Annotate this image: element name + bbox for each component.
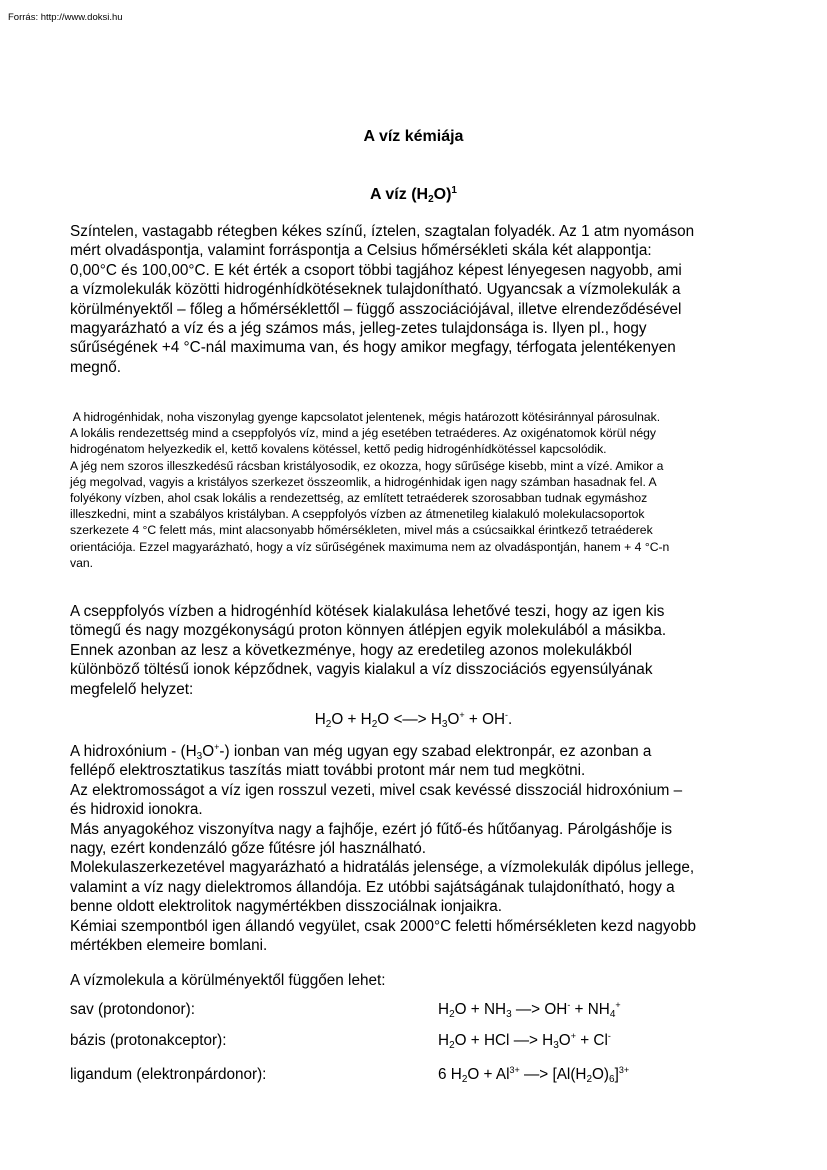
text-part: A hidroxónium - (H — [70, 743, 197, 760]
eq-sup: + — [459, 710, 465, 720]
text-line: Ennek azonban az lesz a következménye, hogy az eredetileg azonos molekulákból — [70, 641, 633, 659]
eq-sub: 2 — [449, 1040, 455, 1051]
text-line: 0,00°C és 100,00°C. E két érték a csoport többi tagjához képest lényegesen nagyobb, ami — [70, 261, 682, 279]
eq-sub: 2 — [325, 719, 332, 730]
intro-paragraph — [70, 222, 760, 377]
eq-sub: 2 — [449, 1009, 455, 1020]
text-line: Kémiai szempontból igen állandó vegyület, csak 2000°C feletti hőmérsékleten kezd nagyobb — [70, 917, 697, 935]
note-line: folyékony vízben, ahol csak lokális a rendezettség, az említett tetraéderek szorosabban tudnak egymáshoz — [70, 491, 648, 506]
eq-part: H — [314, 711, 326, 728]
document-title: A víz kémiája — [363, 128, 464, 145]
eq-sub: 2 — [371, 719, 378, 730]
eq-part: O + H — [331, 711, 372, 728]
eq-part: H — [438, 1032, 450, 1049]
text-line: mért olvadáspontja, valamint forráspontja a Celsius hőmérsékleti skála két alappontja: — [70, 242, 652, 260]
text-line: sűrűségének +4 °C-nál maximuma van, és hogy amikor megfagy, térfogata jelentékenyen — [70, 339, 676, 357]
text-line: nagy, ezért kondenzáló gőze fűtésre jól használható. — [70, 840, 427, 858]
note-line: A jég nem szoros illeszkedésű rácsban kristályosodik, ez okozza, hogy sűrűsége kisebb, mint a vízé. Amikor a — [70, 458, 664, 473]
text-line: A cseppfolyós vízben a hidrogénhíd kötések kialakulása lehetővé teszi, hogy az igen kis — [70, 603, 665, 620]
eq-sup: - — [567, 1000, 571, 1010]
heading-text: A víz (H — [370, 186, 429, 203]
acid-reaction — [438, 1001, 621, 1019]
dissociation-paragraph — [70, 602, 760, 699]
eq-part: O) — [592, 1066, 610, 1083]
eq-part: + OH — [464, 711, 506, 728]
note-line: van. — [70, 555, 94, 570]
text-line: megfelelő helyzet: — [70, 680, 194, 698]
text-line: benne oldott elektrolitok nagymértékben disszociálnak ionjaikra. — [70, 898, 502, 916]
eq-sup: - — [505, 710, 509, 720]
eq-sup: + — [570, 1031, 576, 1041]
text-part: O — [202, 743, 215, 760]
note-line: A lokális rendezettség mind a cseppfolyós víz, mind a jég esetében tetraéderes. Az oxigénatomok körül négy — [70, 426, 657, 441]
note-line: hidrogénatom helyezkedik el, kettő kovalens kötéssel, kettő pedig hidrogénhídkötéssel kapcsolódik. — [70, 442, 607, 457]
eq-part: H — [438, 1001, 450, 1018]
note-paragraph — [70, 409, 760, 571]
text-line: tömegű és nagy mozgékonyságú proton könnyen átlépjen egyik molekulából a másikba. — [70, 622, 667, 640]
eq-sup: - — [607, 1031, 611, 1041]
eq-part: O — [447, 711, 460, 728]
note-line: jég megolvad, vagyis a kristályos szerkezet összeomlik, a hidrogénhidak igen nagy számban hasadnak fel. A — [70, 474, 657, 489]
base-reaction — [438, 1032, 611, 1050]
eq-part: O — [558, 1032, 571, 1049]
eq-sub: 3 — [506, 1009, 512, 1020]
note-line: szerkezete 4 °C felett más, mint alacsonyabb hőmérsékleten, mivel más a csúcsaikkal érintkező tetraéderek — [70, 523, 653, 538]
text-line: mértékben elemeire bomlani. — [70, 937, 268, 955]
eq-sub: 4 — [609, 1009, 616, 1020]
eq-part: + NH — [570, 1001, 610, 1018]
text-part: -) ionban van még ugyan egy szabad elektronpár, ez azonban a — [219, 743, 652, 760]
role-ligand-label: ligandum (elektronpárdonor): — [70, 1066, 267, 1083]
text-line: Más anyagokéhoz viszonyítva nagy a fajhője, ezért jó fűtő-és hűtőanyag. Párolgáshője is — [70, 820, 673, 838]
eq-sub: 2 — [586, 1074, 593, 1085]
ligand-reaction — [438, 1066, 629, 1084]
role-base-label: bázis (protonakceptor): — [70, 1032, 227, 1049]
eq-part: ] — [614, 1066, 619, 1083]
eq-sub: 3 — [553, 1040, 559, 1051]
text-line: Színtelen, vastagabb rétegben kékes színű, íztelen, szagtalan folyadék. Az 1 atm nyomáson — [70, 223, 695, 240]
eq-sub: 3 — [441, 719, 448, 730]
note-line: orientációja. Ezzel magyarázható, hogy a víz sűrűségének maximuma nem az olvadáspontján, hanem + 4 °C-n — [70, 539, 670, 554]
eq-part: + Cl — [575, 1032, 608, 1049]
eq-part: O + Al — [467, 1066, 510, 1083]
text-line: Az elektromosságot a víz igen rosszul vezeti, mivel csak kevéssé disszociál hidroxónium – — [70, 781, 683, 799]
eq-part: 6 H — [438, 1066, 462, 1083]
eq-part: . — [508, 711, 513, 728]
eq-part: O <—> H — [377, 711, 442, 728]
eq-sup: 3+ — [509, 1065, 520, 1075]
role-acid-label: sav (protondonor): — [70, 1001, 195, 1018]
text-line: Molekulaszerkezetével magyarázható a hidratálás jelensége, a vízmolekulák dipólus jellege, — [70, 859, 695, 877]
dissociation-equation — [0, 711, 827, 729]
text-line: különböző töltésű ionok képződnek, vagyis kialakul a víz disszociációs egyensúlyának — [70, 661, 653, 679]
text-line: körülményektől – főleg a hőmérséklettől – függő asszociációjával, illetve elrendeződésével — [70, 300, 682, 318]
heading-text-end: O) — [433, 186, 452, 203]
text-line: magyarázható a víz és a jég számos más, jelleg-zetes tulajdonsága is. Ilyen pl., hogy — [70, 320, 647, 338]
text-line: fellépő elektrosztatikus taszítás miatt további protont már nem tud megkötni. — [70, 762, 586, 780]
eq-part: —> [Al(H — [519, 1066, 587, 1083]
properties-paragraph — [70, 742, 760, 955]
text-line: és hidroxid ionokra. — [70, 801, 203, 819]
text-sup: + — [214, 742, 220, 752]
footnote-marker: 1 — [451, 185, 457, 196]
section-heading — [0, 186, 827, 204]
eq-part: O + HCl —> H — [454, 1032, 554, 1049]
text-sub: 3 — [196, 751, 203, 762]
source-line: Forrás: http://www.doksi.hu — [8, 12, 123, 23]
roles-intro: A vízmolekula a körülményektől függően lehet: — [70, 972, 386, 989]
eq-sup: + — [615, 1000, 621, 1010]
text-line — [70, 742, 760, 761]
note-line: A hidrogénhidak, noha viszonylag gyenge kapcsolatot jelentenek, mégis határozott kötésiránnyal párosulnak. — [70, 410, 661, 424]
eq-part: —> OH — [511, 1001, 568, 1018]
text-line: valamint a víz nagy dielektromos állandója. Ez utóbbi sajátságának tulajdonítható, hogy a — [70, 878, 675, 896]
eq-sub: 2 — [461, 1074, 468, 1085]
heading-subscript: 2 — [428, 194, 434, 205]
note-line: illeszkedni, mint a szabályos kristályban. A cseppfolyós vízben az átmenetileg kialakuló molekulacsoportok — [70, 507, 645, 522]
text-line: a vízmolekulák közötti hidrogénhídkötéseknek tulajdonítható. Ugyancsak a vízmolekulák a — [70, 281, 681, 299]
eq-sub: 6 — [609, 1074, 615, 1085]
text-line: megnő. — [70, 358, 122, 376]
eq-part: O + NH — [454, 1001, 507, 1018]
eq-sup: 3+ — [618, 1065, 630, 1075]
